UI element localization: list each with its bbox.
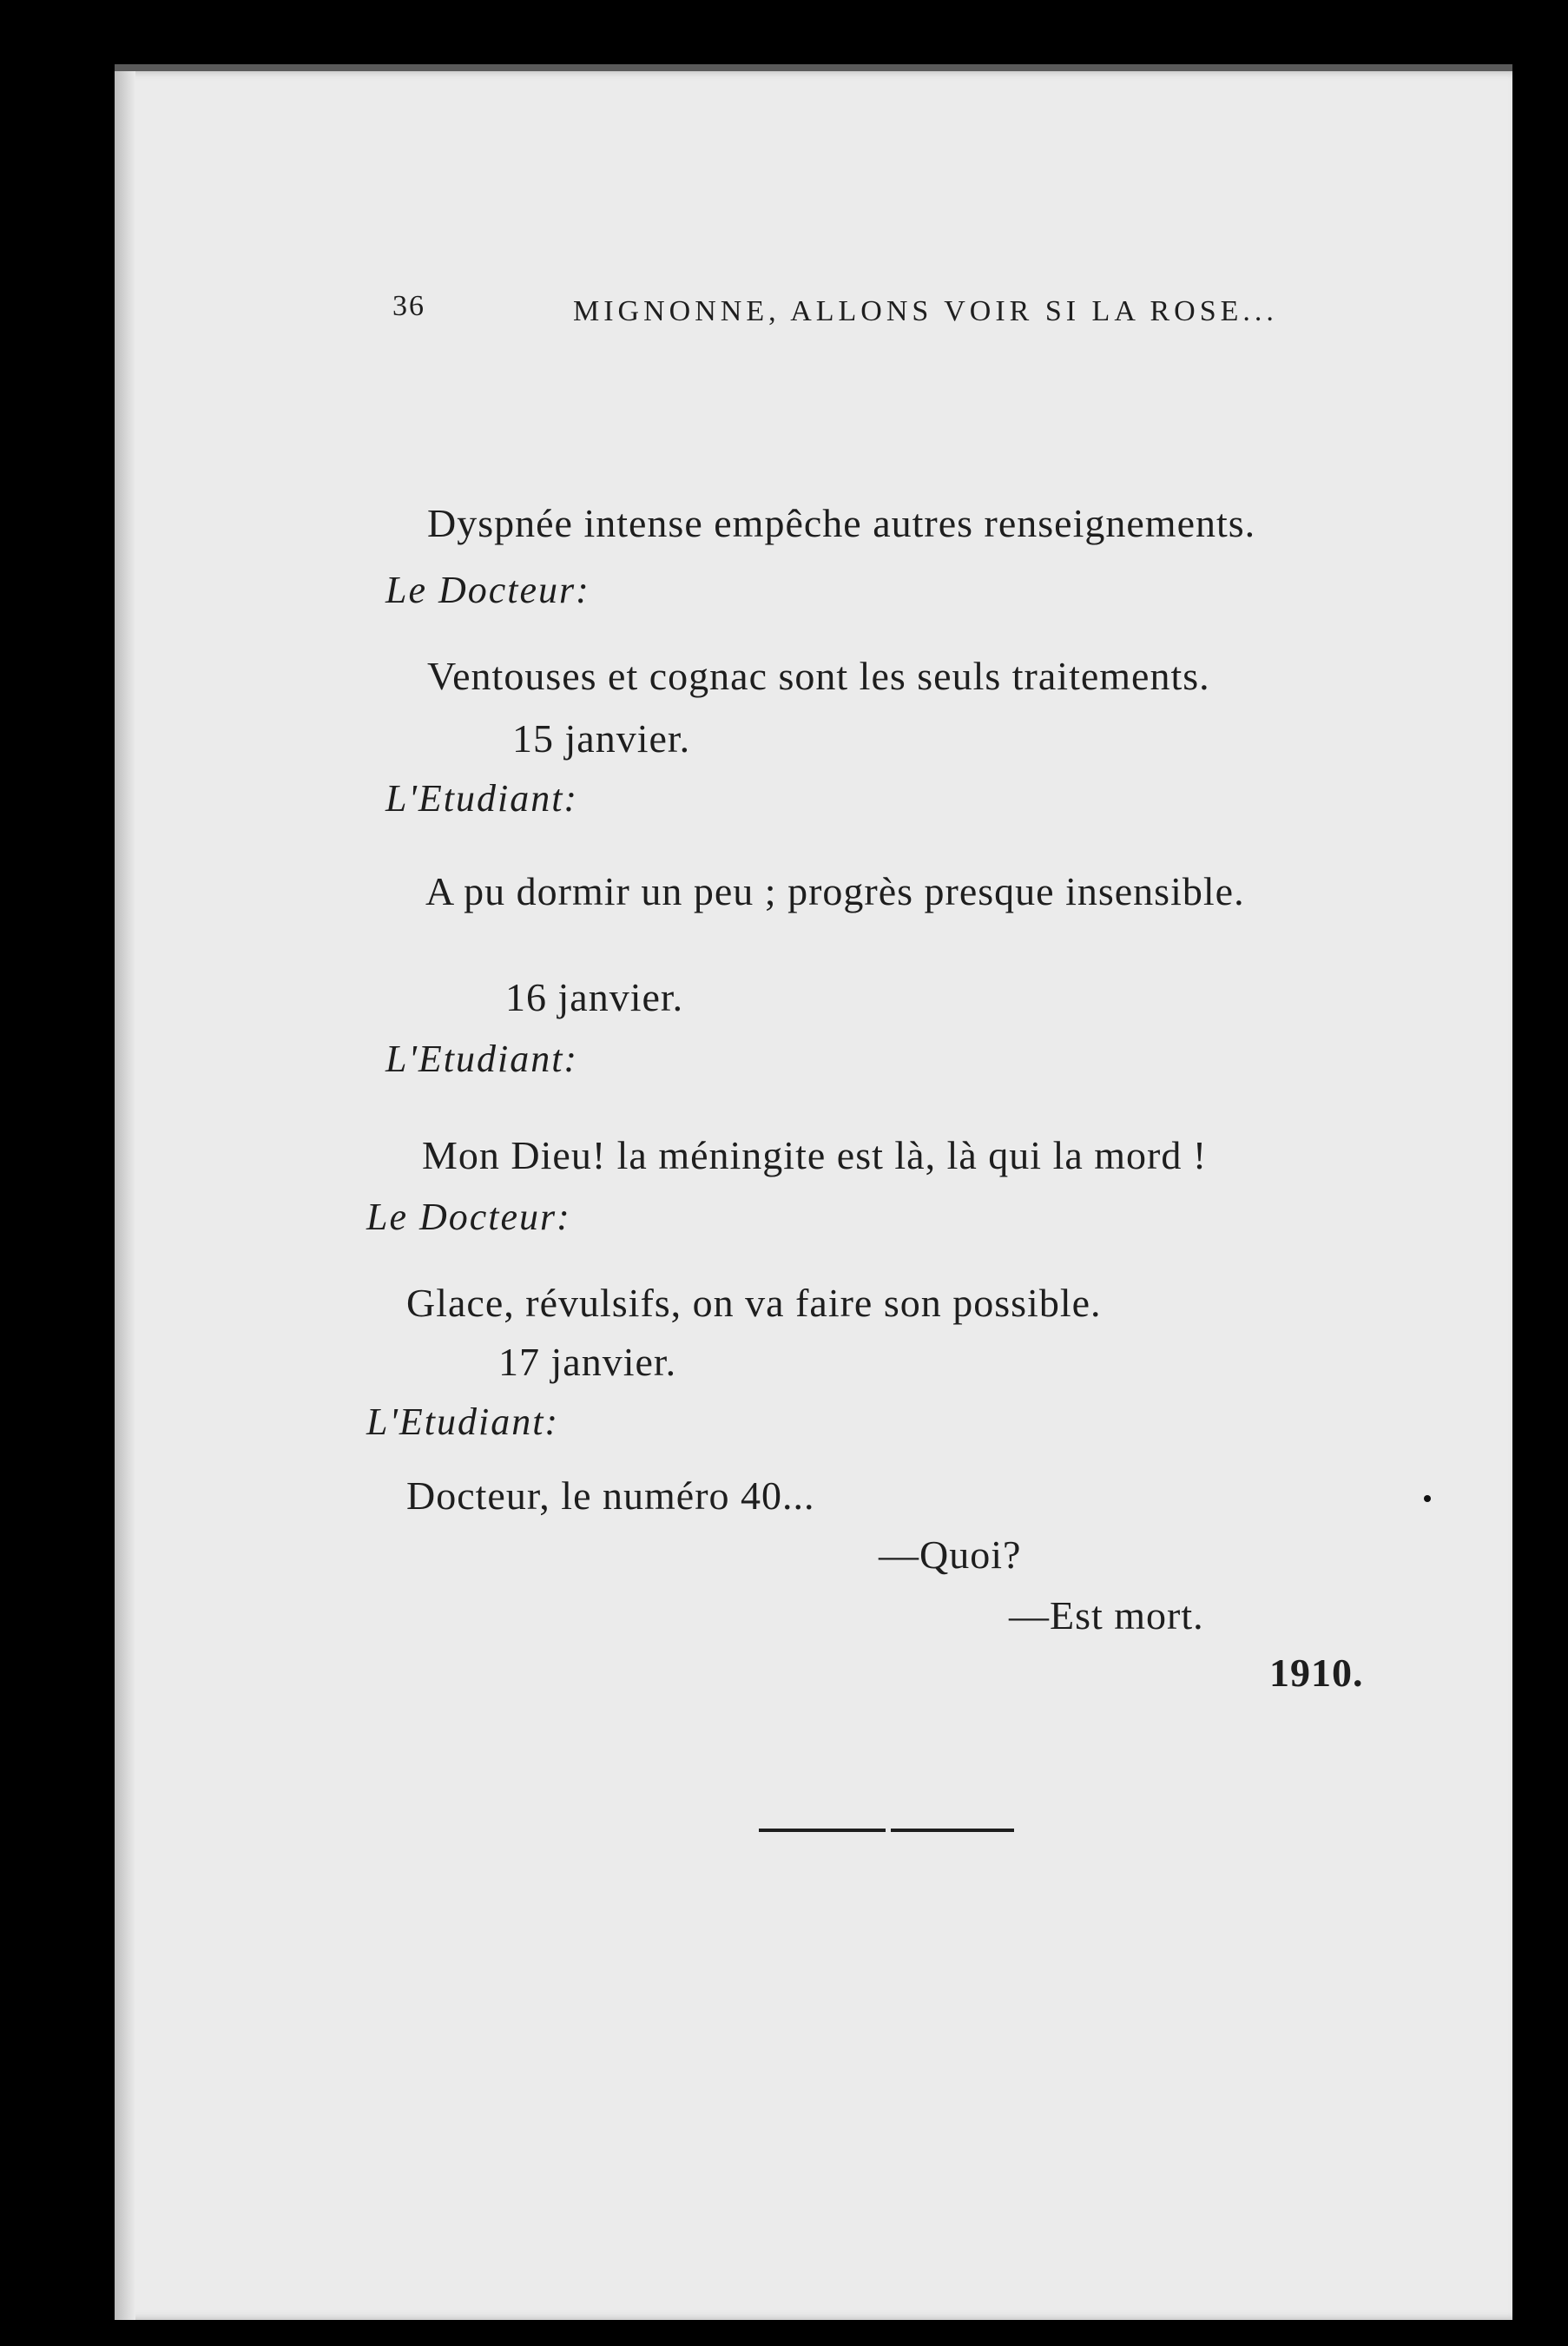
speaker-label: Le Docteur:: [366, 1196, 571, 1238]
date-heading: 16 janvier.: [505, 975, 684, 1019]
speaker-label: L'Etudiant:: [366, 1400, 560, 1443]
dialogue-line: —Est mort.: [1009, 1593, 1204, 1638]
closing-rule-right: [891, 1829, 1014, 1832]
speaker-label: Le Docteur:: [385, 569, 590, 611]
text-line: Glace, révulsifs, on va faire son possible.: [406, 1281, 1102, 1325]
ink-speck: [1424, 1495, 1431, 1502]
text-line: A pu dormir un peu ; progrès presque insensible.: [425, 869, 1245, 913]
text-line: Dyspnée intense empêche autres renseignements.: [427, 501, 1256, 545]
closing-year: 1910.: [1269, 1651, 1364, 1695]
page-number: 36: [392, 290, 425, 322]
dialogue-line: —Quoi?: [879, 1532, 1022, 1577]
text-line: Docteur, le numéro 40...: [406, 1473, 815, 1518]
speaker-label: L'Etudiant:: [385, 777, 579, 820]
closing-rule-left: [759, 1829, 886, 1832]
date-heading: 15 janvier.: [512, 716, 691, 761]
book-page: [115, 64, 1512, 2320]
text-line: Ventouses et cognac sont les seuls traitements.: [427, 654, 1210, 698]
text-line: Mon Dieu! la méningite est là, là qui la mord !: [422, 1133, 1208, 1177]
running-title: MIGNONNE, ALLONS VOIR SI LA ROSE...: [573, 295, 1278, 327]
speaker-label: L'Etudiant:: [385, 1038, 579, 1080]
date-heading: 17 janvier.: [498, 1340, 677, 1384]
page-spine-shadow: [115, 71, 135, 2320]
